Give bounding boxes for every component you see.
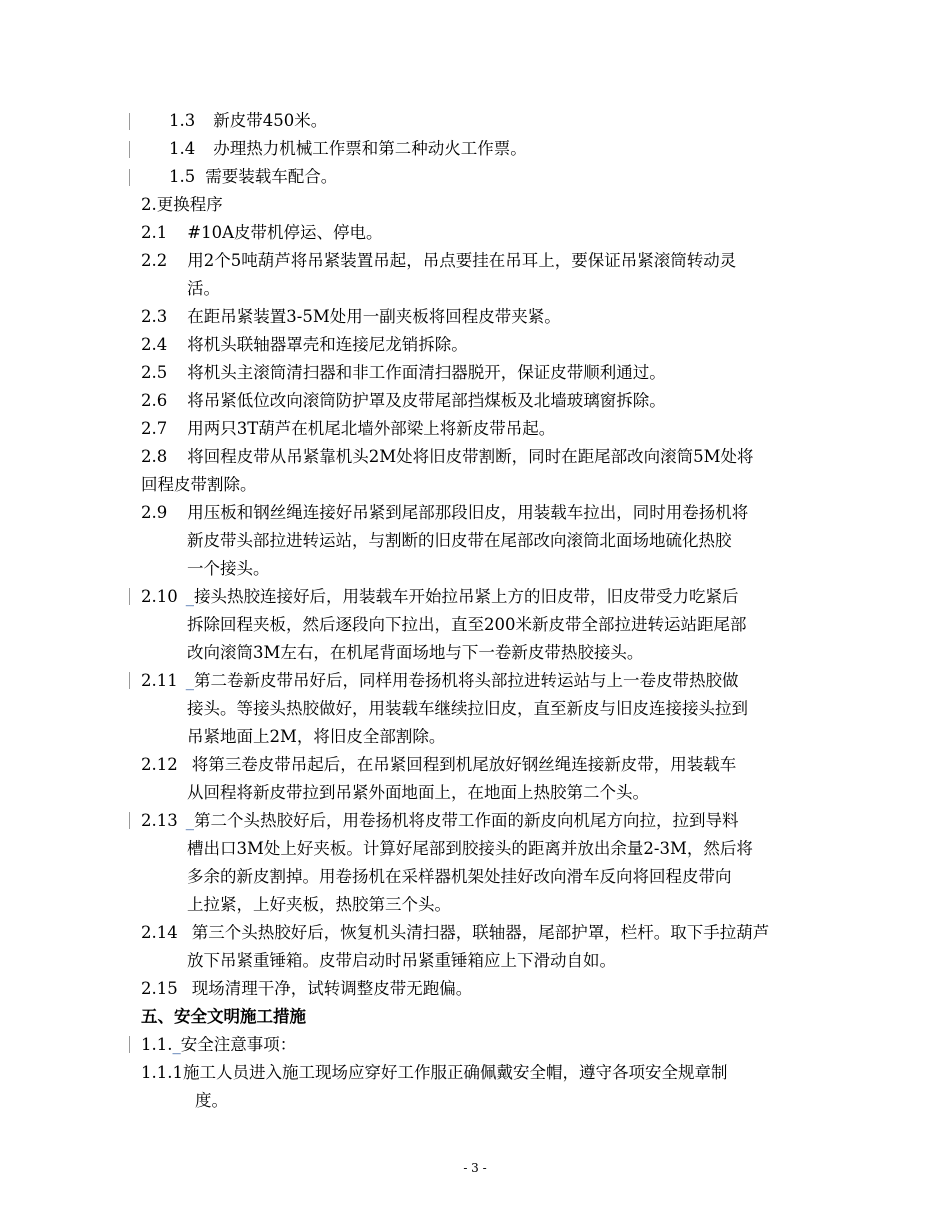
item-text: 用两只3T葫芦在机尾北墙外部梁上将新皮带吊起。: [187, 419, 556, 438]
item-number: 2.1: [141, 223, 168, 242]
item-number: 2.13: [141, 811, 178, 830]
item-number: 2.14: [141, 923, 178, 942]
item-text: 将回程皮带从吊紧靠机头2M处将旧皮带割断，同时在距尾部改向滚筒5M处将: [187, 447, 754, 466]
item-text: 更换程序: [156, 195, 223, 214]
item-text: 在距吊紧装置3-5M处用一副夹板将回程皮带夹紧。: [187, 307, 561, 326]
list-item: [141, 304, 561, 330]
list-item: [141, 360, 666, 386]
list-item: [141, 920, 769, 946]
list-item: [169, 164, 337, 190]
item-text: 将吊紧低位改向滚筒防护罩及皮带尾部挡煤板及北墙玻璃窗拆除。: [187, 391, 666, 410]
list-item: [169, 136, 527, 162]
revision-bar: [129, 812, 130, 829]
item-text: 安全注意事项：: [180, 1035, 297, 1054]
list-item: [141, 444, 754, 470]
item-continuation: 接头。等接头热胶做好，用装载车继续拉旧皮，直至新皮与旧皮连接接头拉到: [187, 699, 748, 718]
revision-mark: _: [185, 587, 194, 606]
item-number: 2.12: [141, 755, 178, 774]
item-continuation: 拆除回程夹板，然后逐段向下拉出，直至200米新皮带全部拉进转运站距尾部: [187, 615, 747, 634]
item-number: 2.5: [141, 363, 168, 382]
item-number: 2.11: [141, 671, 178, 690]
item-number: 1.5: [169, 167, 196, 186]
revision-mark: _: [185, 671, 194, 690]
revision-mark: _: [172, 1035, 181, 1054]
list-item: [141, 584, 739, 610]
item-text: 安全文明施工措施: [174, 1007, 306, 1026]
item-number: 2.8: [141, 447, 168, 466]
item-text: 第三个头热胶好后，恢复机头清扫器，联轴器，尾部护罩，栏杆。取下手拉葫芦: [191, 923, 770, 942]
item-number: 2.9: [141, 503, 168, 522]
item-text: 第二卷新皮带吊好后，同样用卷扬机将头部拉进转运站与上一卷皮带热胶做: [194, 671, 739, 690]
list-item: [141, 500, 748, 526]
item-text: 将第三卷皮带吊起后，在吊紧回程到机尾放好钢丝绳连接新皮带，用装载车: [191, 755, 737, 774]
item-continuation: 槽出口3M处上好夹板。计算好尾部到胶接头的距离并放出余量2-3M，然后将: [187, 839, 753, 858]
revision-bar: [129, 141, 130, 158]
item-number: 2.2: [141, 251, 168, 270]
revision-bar: [129, 672, 130, 689]
item-continuation: 多余的新皮割掉。用卷扬机在采样器机架处挂好改向滑车反向将回程皮带向: [187, 867, 732, 886]
item-number: 2.3: [141, 307, 168, 326]
revision-bar: [129, 113, 130, 130]
list-item: [141, 976, 472, 1002]
list-item: [141, 220, 383, 246]
revision-mark: _: [185, 811, 194, 830]
list-item: [141, 668, 739, 694]
revision-bar: [129, 169, 130, 186]
item-continuation: 回程皮带割除。: [141, 475, 257, 494]
revision-bar: [129, 1036, 130, 1053]
list-item: [141, 248, 736, 274]
item-continuation: 从回程将新皮带拉到吊紧外面地面上，在地面上热胶第二个头。: [187, 783, 649, 802]
item-number: 2.: [141, 195, 157, 214]
list-item: [141, 1032, 296, 1058]
list-item: [141, 1060, 727, 1086]
item-continuation: 上拉紧，上好夹板，热胶第三个头。: [187, 895, 451, 914]
list-item: [169, 108, 327, 134]
page-number: - 3 -: [463, 1161, 487, 1175]
item-text: 第二个头热胶好后，用卷扬机将皮带工作面的新皮向机尾方向拉，拉到导料: [194, 811, 739, 830]
item-text: 施工人员进入施工现场应穿好工作服正确佩戴安全帽，遵守各项安全规章制: [182, 1063, 728, 1082]
item-number: 2.4: [141, 335, 168, 354]
item-text: 将机头联轴器罩壳和连接尼龙销拆除。: [187, 335, 468, 354]
item-number: 2.7: [141, 419, 168, 438]
item-text: 办理热力机械工作票和第二种动火工作票。: [213, 139, 527, 158]
item-number: 1.3: [169, 111, 196, 130]
list-item: [141, 416, 555, 442]
item-number: 2.10: [141, 587, 178, 606]
section-heading: [141, 1004, 306, 1030]
item-continuation: 吊紧地面上2M，将旧皮全部割除。: [187, 727, 446, 746]
item-continuation: 改向滚筒3M左右，在机尾背面场地与下一卷新皮带热胶接头。: [187, 643, 644, 662]
item-continuation: 一个接头。: [187, 559, 270, 578]
item-text: 用压板和钢丝绳连接好吊紧到尾部那段旧皮，用装载车拉出，同时用卷扬机将: [187, 503, 749, 522]
item-continuation: 度。: [195, 1091, 228, 1110]
item-number: 1.1.: [141, 1035, 173, 1054]
item-text: 接头热胶连接好后，用装载车开始拉吊紧上方的旧皮带，旧皮带受力吃紧后: [194, 587, 739, 606]
list-item: [141, 332, 468, 358]
revision-bar: [129, 588, 130, 605]
list-item: [141, 808, 739, 834]
item-number: 2.15: [141, 979, 178, 998]
item-text: 新皮带450米。: [213, 111, 328, 130]
section-heading: [141, 192, 223, 218]
item-continuation: 新皮带头部拉进转运站，与割断的旧皮带在尾部改向滚筒北面场地硫化热胶: [187, 531, 732, 550]
item-continuation: 放下吊紧重锤箱。皮带启动时吊紧重锤箱应上下滑动自如。: [187, 951, 616, 970]
item-text: #10A皮带机停运、停电。: [187, 223, 383, 242]
list-item: [141, 752, 736, 778]
item-text: 用2个5吨葫芦将吊紧装置吊起，吊点要挂在吊耳上，要保证吊紧滚筒转动灵: [187, 251, 737, 270]
item-text: 现场清理干净，试转调整皮带无跑偏。: [191, 979, 473, 998]
item-number: 2.6: [141, 391, 168, 410]
item-number: 1.1.1: [141, 1063, 183, 1082]
list-item: [141, 388, 666, 414]
item-number: 1.4: [169, 139, 196, 158]
item-continuation: 活。: [187, 279, 220, 298]
item-number: 五、: [141, 1007, 174, 1026]
item-text: 需要装载车配合。: [205, 167, 338, 186]
item-text: 将机头主滚筒清扫器和非工作面清扫器脱开，保证皮带顺利通过。: [187, 363, 666, 382]
